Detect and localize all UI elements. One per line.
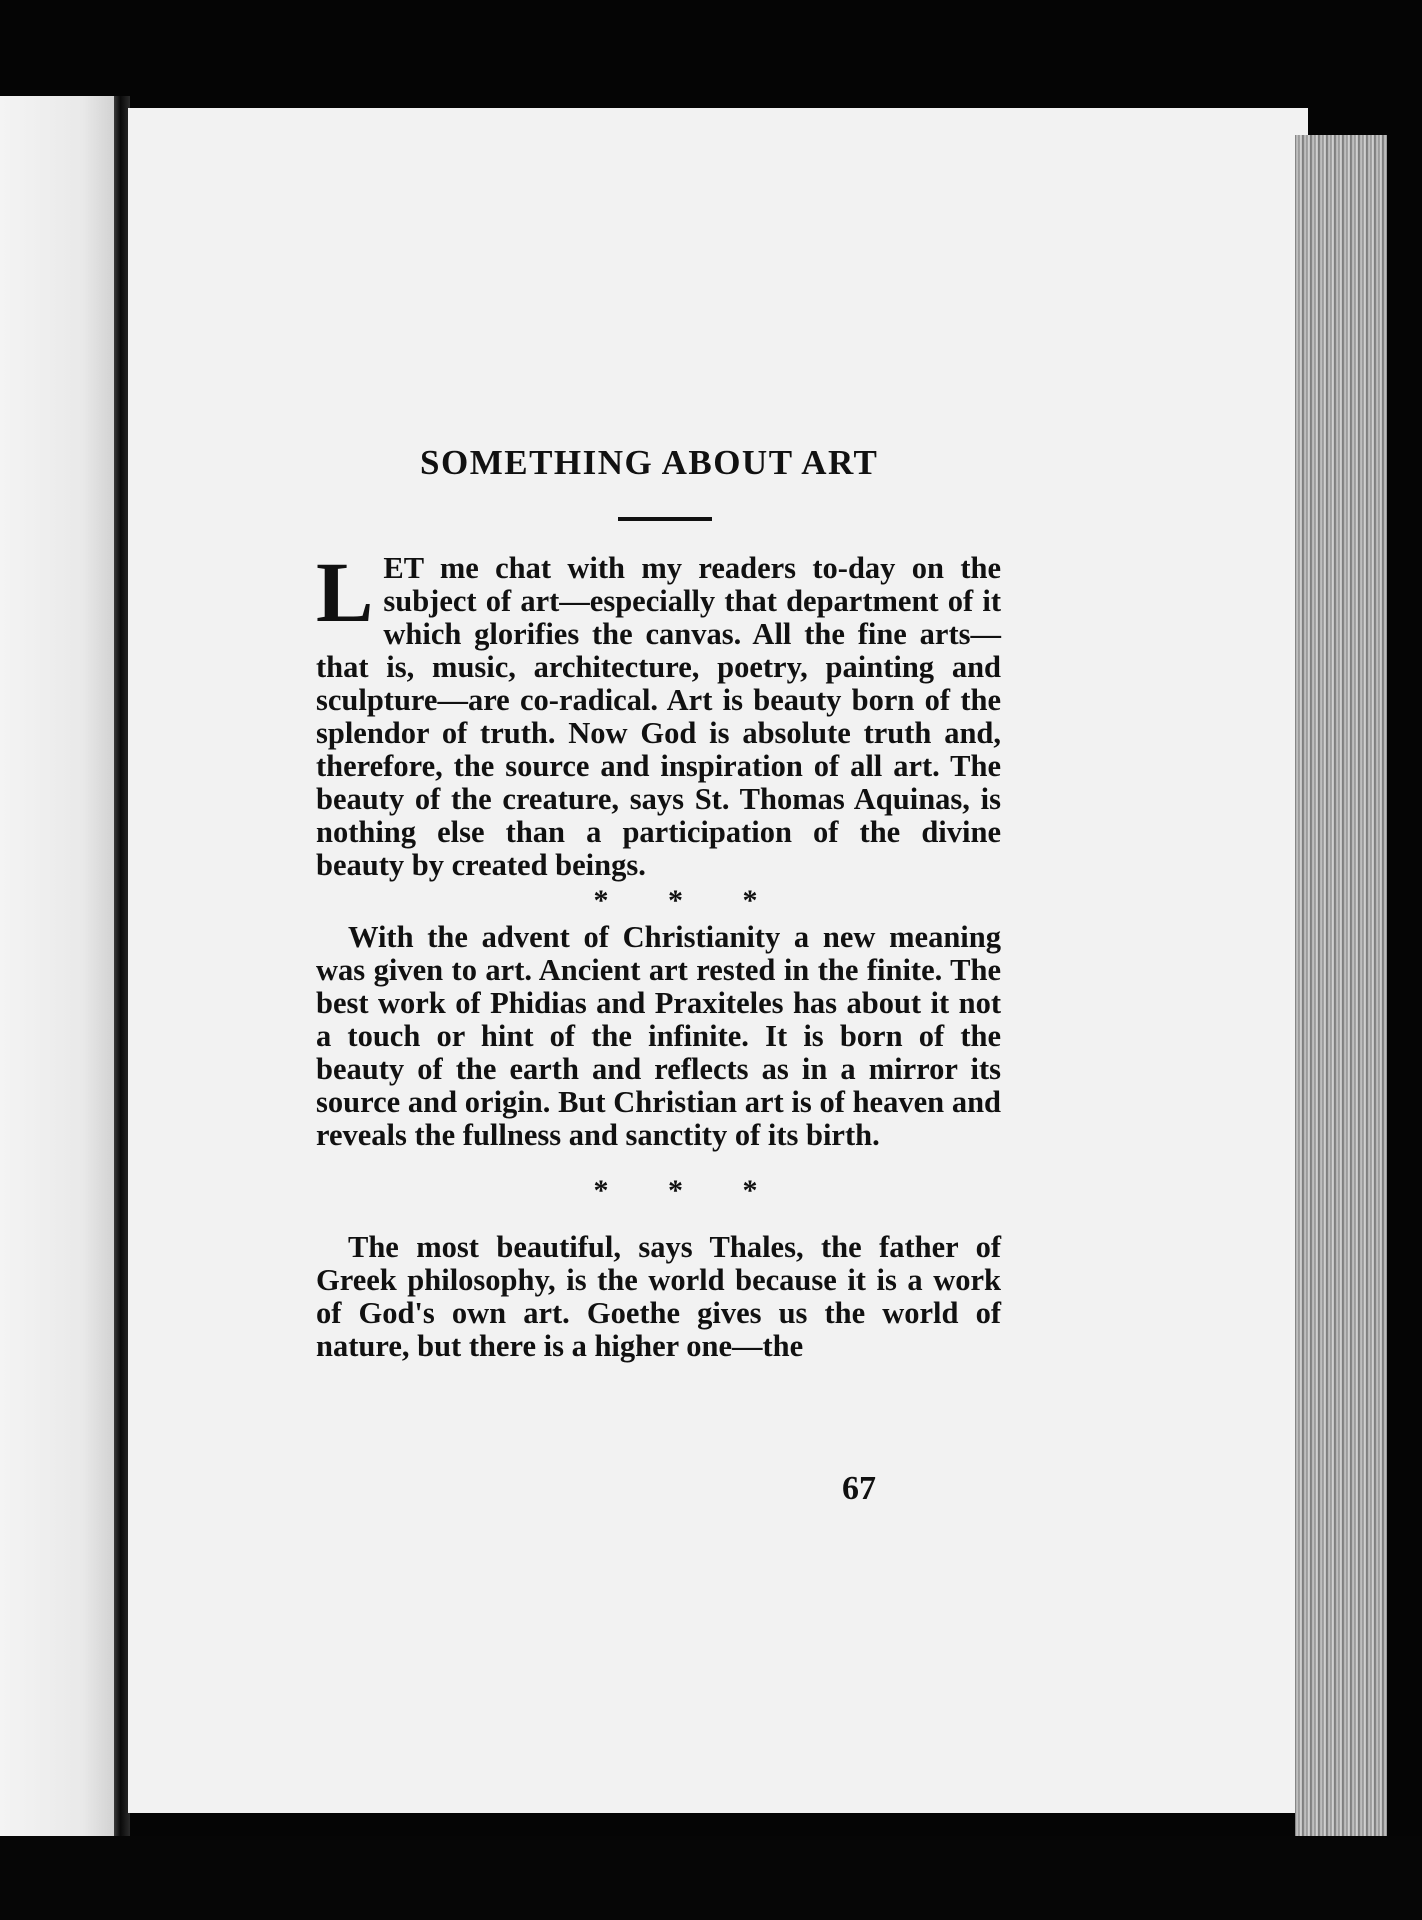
drop-cap: L	[316, 544, 374, 640]
left-page-edge	[0, 96, 118, 1836]
page-stack-edge	[1295, 135, 1387, 1845]
bottom-shadow	[0, 1836, 1422, 1920]
paragraph-3: The most beautiful, says Thales, the father of Greek philosophy, is the world because it is a work of God's own art. Goethe gives us the world of nature, but there is a higher one—the	[316, 1230, 1001, 1363]
paragraph-2: With the advent of Christianity a new meaning was given to art. Ancient art rested in the finite. The best work of Phidias and Praxiteles has about it not a touch or hint of the infinite. It is born of the beauty of the earth and reflects as in a mirror its source and origin. But Christian art is of heaven and reveals the fullness and sanctity of its birth.	[316, 920, 1001, 1152]
paragraph-1	[316, 544, 1001, 882]
paragraph-1-text: ET me chat with my readers to-day on the subject of art—especially that department of it which glorifies the canvas. All the fine arts—that is, music, architecture, poetry, painting and sculpture—are co-radical. Art is beauty born of the splendor of truth. Now God is absolute truth and, therefore, the source and inspiration of all art. The beauty of the creature, says St. Thomas Aquinas, is nothing else than a participation of the divine beauty by created beings.	[316, 551, 1001, 882]
page-number: 67	[842, 1470, 876, 1507]
chapter-title: SOMETHING ABOUT ART	[420, 443, 879, 482]
section-separator: * * *	[593, 1174, 784, 1207]
title-rule	[618, 517, 712, 521]
section-separator: * * *	[593, 884, 784, 917]
chapter-body	[316, 544, 1001, 1363]
